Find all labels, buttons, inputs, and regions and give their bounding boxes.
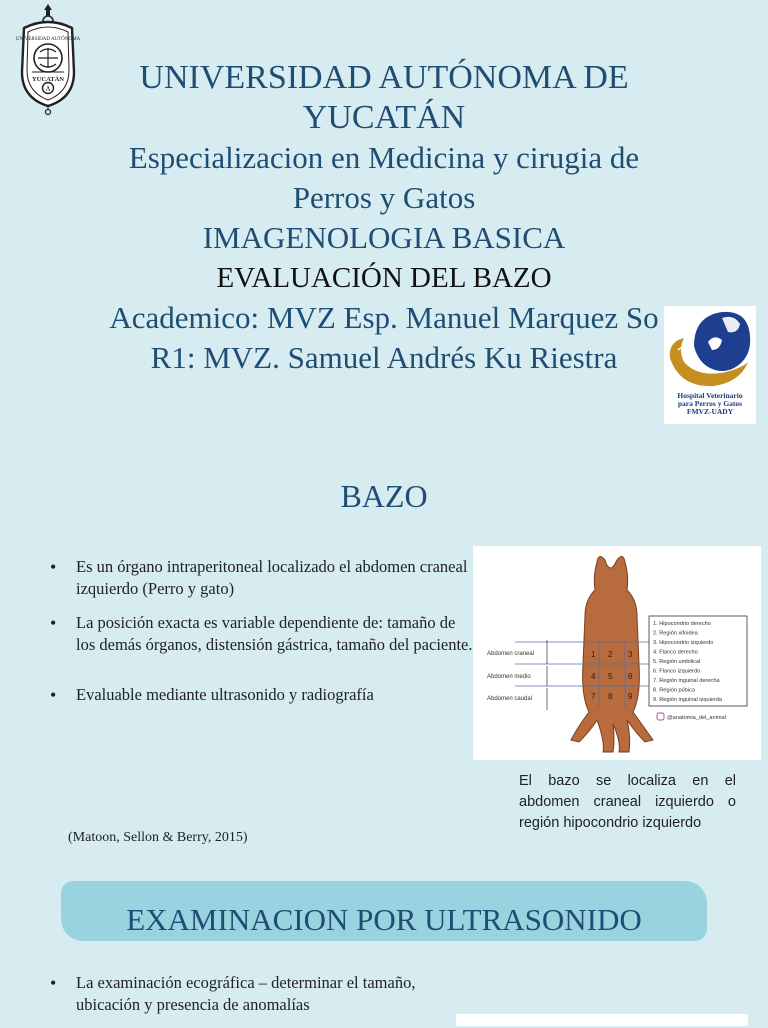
bazo-heading: BAZO bbox=[340, 478, 428, 514]
side-label-caudal: Abdomen caudal bbox=[487, 696, 533, 702]
grid-number-1: 1 bbox=[591, 650, 596, 659]
bazo-bullet-2: • La posición exacta es variable dependiente de: tamaño de los demás órganos, distensión gástrica, tamaño del paciente. bbox=[50, 612, 475, 656]
grid-number-5: 5 bbox=[608, 672, 613, 681]
legend-item-2: 2. Región xifoidea bbox=[653, 630, 698, 637]
grid-number-2: 2 bbox=[608, 650, 613, 659]
dog-cat-hands-icon bbox=[664, 306, 756, 392]
seal-text-bottom: YUCATÁN bbox=[31, 76, 65, 83]
bottom-figure-edge bbox=[456, 1014, 748, 1026]
university-name-line2: YUCATÁN bbox=[302, 99, 466, 136]
abdomen-regions-figure bbox=[473, 546, 761, 760]
grid-number-6: 6 bbox=[628, 672, 633, 681]
legend-item-7: 7. Región inguinal derecha bbox=[653, 678, 720, 684]
citation: (Matoon, Sellon & Berry, 2015) bbox=[68, 830, 248, 845]
specialization-line2: Perros y Gatos bbox=[292, 180, 476, 215]
academic-name: Academico: MVZ Esp. Manuel Marquez So bbox=[109, 300, 659, 335]
figure-handle: @anatomia_del_animal bbox=[667, 715, 726, 721]
side-label-middle: Abdomen medio bbox=[487, 674, 531, 680]
bazo-bullet-list bbox=[50, 556, 475, 718]
grid-number-4: 4 bbox=[591, 672, 596, 681]
hospital-name-line1: Hospital Veterinario bbox=[677, 391, 743, 400]
hospital-name-line3: FMVZ-UADY bbox=[686, 407, 734, 416]
hospital-logo bbox=[664, 306, 756, 424]
grid-number-9: 9 bbox=[628, 692, 633, 701]
course-title: IMAGENOLOGIA BASICA bbox=[202, 220, 566, 255]
ultrasound-heading: EXAMINACION POR ULTRASONIDO bbox=[126, 902, 642, 937]
legend-item-9: 9. Región inguinal izquierda bbox=[653, 697, 723, 703]
hospital-name-line2: para Perros y Gatos bbox=[677, 399, 743, 408]
grid-number-7: 7 bbox=[591, 692, 596, 701]
ultrasound-bullet-1: • La examinación ecográfica – determinar el tamaño, ubicación y presencia de anomalías bbox=[50, 972, 430, 1016]
grid-number-8: 8 bbox=[608, 692, 613, 701]
seal-letter: A bbox=[45, 85, 51, 93]
bazo-bullet-1: • Es un órgano intraperitoneal localizado el abdomen craneal izquierdo (Perro y gato) bbox=[50, 556, 475, 600]
university-name-line1: UNIVERSIDAD AUTÓNOMA DE bbox=[139, 59, 629, 96]
specialization-line1: Especializacion en Medicina y cirugia de bbox=[128, 140, 640, 175]
legend-item-1: 1. Hipocondrio derecho bbox=[653, 621, 711, 627]
instagram-icon bbox=[657, 713, 664, 720]
dog-abdomen-diagram bbox=[473, 546, 761, 760]
ultrasound-bullet-list bbox=[50, 972, 430, 1028]
ultrasound-banner bbox=[61, 881, 707, 941]
grid-number-3: 3 bbox=[628, 650, 633, 659]
legend-item-5: 5. Región umbilical bbox=[653, 659, 701, 665]
bazo-bullet-3: • Evaluable mediante ultrasonido y radiografía bbox=[50, 684, 475, 706]
title-block bbox=[0, 58, 768, 378]
legend-item-4: 4. Flanco derecho bbox=[653, 649, 698, 656]
topic-title: EVALUACIÓN DEL BAZO bbox=[216, 262, 552, 294]
figure-caption: El bazo se localiza en el abdomen craneal izquierdo o región hipocondrio izquierdo bbox=[519, 773, 736, 831]
legend-item-6: 6. Flanco izquierdo bbox=[653, 668, 701, 675]
resident-name: R1: MVZ. Samuel Andrés Ku Riestra bbox=[150, 340, 618, 375]
legend-item-3: 3. Hipocondrio izquierdo bbox=[653, 640, 714, 646]
side-label-cranial: Abdomen craneal bbox=[487, 651, 535, 657]
legend-item-8: 8. Región púbica bbox=[653, 687, 695, 694]
seal-text-top: UNIVERSIDAD AUTÓNOMA bbox=[15, 37, 81, 42]
